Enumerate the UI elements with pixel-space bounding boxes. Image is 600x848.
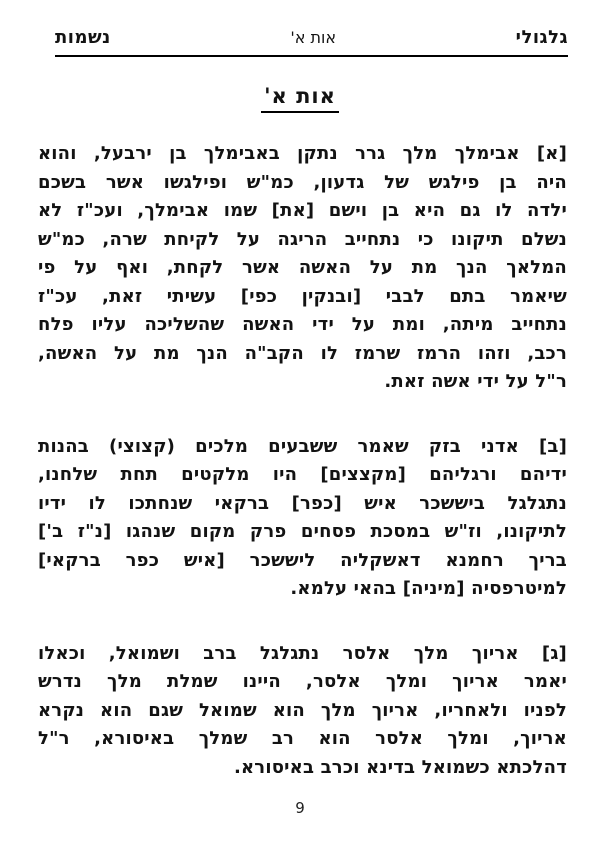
paragraph-3 <box>38 640 567 783</box>
text-line: לפניו ולאחריו, אריוך מלך הוא שמואל שגם הוא נקרא <box>38 699 567 721</box>
text-line: נשלם תיקונו כי נתחייב הריגה על לקיחת שרה, כמ"ש <box>38 228 567 250</box>
text-line: נתגלגל ביששכר איש [כפר] ברקאי שנחתכו לו ידיו <box>38 492 567 514</box>
text-line: [ג] אריוך מלך אלסר נתגלגל ברב ושמואל, וכאלו <box>38 642 567 664</box>
text-line: ר"ל על ידי אשה זאת. <box>384 371 567 392</box>
section-title-text: אות א' <box>261 84 339 113</box>
text-line: שיאמר בתם לבבי [ובנקין כפי] עשיתי זאת, עכ"ז <box>38 285 567 307</box>
text-line: נתחייב מיתה, ומת על ידי האשה שהשליכה עליו פלח <box>38 314 567 335</box>
paragraph-2 <box>38 433 567 604</box>
page-number: 9 <box>295 799 305 817</box>
text-line: ילדה לו גם היא בן וישם [את] שמו אבימלך, ועכ"ז לא <box>38 200 567 221</box>
text-line: רכב, וזהו הרמז שרמז לו הקב"ה הנך מת על האשה, <box>38 342 567 364</box>
text-line: [א] אבימלך מלך גרר נתקן באבימלך בן ירבעל, והוא <box>38 143 567 164</box>
header-section-label: אות א' <box>290 28 337 47</box>
text-line: היה בן פילגש של גדעון, כמ"ש ופילגשו אשר בשכם <box>38 171 567 193</box>
text-line: בריך רחמנא דאשקליה ליששכר [איש כפר ברקאי] <box>38 549 567 571</box>
section-title <box>0 84 600 113</box>
text-line: דהלכתא כשמואל בדינא וכרב באיסורא. <box>233 756 567 778</box>
body-text <box>38 140 567 818</box>
text-line: [ב] אדני בזק שאמר ששבעים מלכים (קצוצי) בהנות <box>38 435 567 457</box>
text-line: אריוך, ומלך אלסר הוא רב שמלך באיסורא, ר"ל <box>38 728 567 749</box>
running-header <box>55 27 568 57</box>
paragraph-1 <box>38 140 567 397</box>
text-line: לתיקונו, וז"ש במסכת פסחים פרק מקום שנהגו [נ"ז ב'] <box>38 521 567 542</box>
text-line: המלאך הנך מת על האשה אשר לקחת, ואף על פי <box>38 257 567 278</box>
header-book-title-right: גלגולי <box>515 27 568 48</box>
text-line: יאמר אריוך ומלך אלסר, היינו שמלת מלך נדרש <box>38 671 567 692</box>
text-line: ידיהם ורגליהם [מקצצים] היו מלקטים תחת שלחנו, <box>38 464 567 485</box>
text-line: למיטרפסיה [מיניה] בהאי עלמא. <box>290 578 567 599</box>
header-book-title-left: נשמות <box>55 27 111 48</box>
